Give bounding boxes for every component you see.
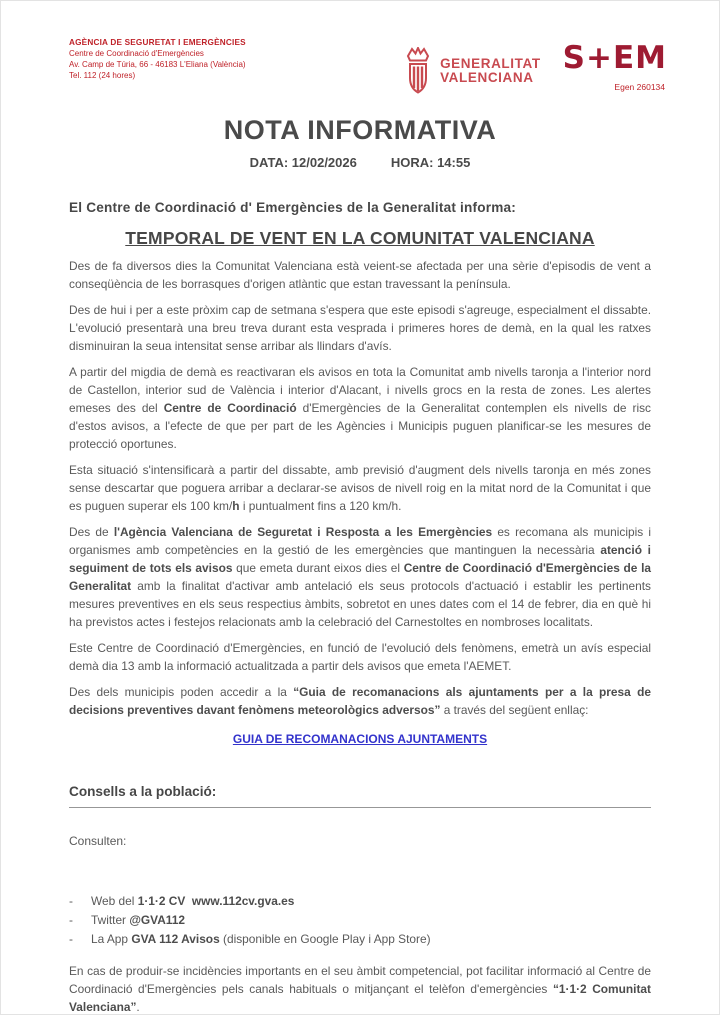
list-item-text: Twitter @GVA112 [91, 913, 185, 927]
guia-recomanacions-link[interactable]: GUIA DE RECOMANACIONS AJUNTAMENTS [232, 732, 488, 746]
consells-section-heading: Consells a la població: [69, 784, 651, 808]
agency-address-line: Av. Camp de Túria, 66 - 46183 L'Eliana (València) [69, 60, 246, 69]
document-header [1, 1, 719, 95]
generalitat-coat-of-arms-icon [403, 47, 433, 95]
page-title: NOTA INFORMATIVA [223, 115, 497, 145]
paragraph: Esta situació s'intensificarà a partir del dissabte, amb previsió d'augment dels nivells taronja en més zones sense descartar que poguera arribar a declarar-se avisos de nivell roig en la mitat nord de la Comunitat i que es puguen superar els 100 km/h i puntualment fins a 120 km/h. [69, 463, 651, 513]
list-item-text: Web del 1·1·2 CV www.112cv.gva.es [91, 894, 295, 908]
list-item [69, 930, 651, 949]
document-body [69, 200, 651, 1015]
paragraph: Este Centre de Coordinació d'Emergències, en funció de l'evolució dels fenòmens, emetrà un avís especial demà dia 13 amb la informació actualitzada a partir dels avisos que emeta l'AEMET. [69, 641, 651, 673]
logo-group [403, 39, 667, 95]
dash-bullet: - [69, 932, 73, 946]
consulten-label: Consulten: [69, 834, 127, 848]
egen-code: Egen 260134 [614, 82, 665, 92]
agency-address-line: Centre de Coordinació d'Emergències [69, 49, 204, 58]
agency-name: AGÈNCIA DE SEGURETAT I EMERGÈNCIES [69, 38, 246, 47]
link-row [69, 730, 651, 748]
list-item-text: La App GVA 112 Avisos (disponible en Google Play i App Store) [91, 932, 431, 946]
time-label: HORA: 14:55 [390, 155, 471, 170]
generalitat-logo-line: GENERALITAT [440, 56, 541, 71]
date-label: DATA: 12/02/2026 [249, 155, 357, 170]
paragraph: Des de fa diversos dies la Comunitat Valenciana està veient-se afectada per una sèrie d'episodis de vent a conseqüència de les borrasques d'origen atlàntic que estan travessant la península. [69, 259, 651, 291]
paragraph: A partir del migdia de demà es reactivaran els avisos en tota la Comunitat amb nivells taronja a l'interior nord de Castellon, interior sud de València i interior d'Alacant, i nivells grocs en la resta de zones. Les alertes emeses des del Centre de Coordinació d'Emergències de la Generalitat contemplen els nivells de risc d'estos avisos, a l'efecte de que per part de les Agències i Municipis puguen planificar-se les mesures de protecció oportunes. [69, 365, 651, 451]
generalitat-logo-text [440, 57, 541, 85]
headline: TEMPORAL DE VENT EN LA COMUNITAT VALENCIANA [125, 228, 595, 248]
agency-phone-line: Tel. 112 (24 hores) [69, 71, 136, 80]
sender-block [69, 37, 246, 81]
sem-logo-block [563, 39, 667, 92]
paragraph: Des de hui i per a este pròxim cap de setmana s'espera que este episodi s'agreuge, especialment el dissabte. L'evolució presentarà una breu treva durant esta vesprada i primeres hores de demà, en la qual les ratxes disminuiran la seua intensitat sense arribar als llindars d'avís. [69, 303, 651, 353]
dash-bullet: - [69, 913, 73, 927]
list-item [69, 892, 651, 911]
generalitat-valenciana-logo [403, 47, 541, 95]
paragraph: Des de l'Agència Valenciana de Seguretat i Resposta a les Emergències es recomana als municipis i organismes amb competències en la gestió de les emergències que mantinguen la necessària atenció i seguiment de tots els avisos que emeta durant eixos dies el Centre de Coordinació d'Emergències de la Generalitat amb la finalitat d'activar amb antelació els seus protocols d'actuació i establir les pertinents mesures preventives en els seus respectius àmbits, sobretot en unes dates com el 14 de febrer, dia en què hi ha previstos actes i festejos relacionats amb la celebració del Carnestoltes en nombroses localitats. [69, 525, 652, 629]
date-time-line [1, 155, 719, 170]
generalitat-logo-line: VALENCIANA [440, 70, 534, 85]
consult-channels-list [69, 892, 651, 949]
paragraph: Des dels municipis poden accedir a la “Guia de recomanacions als ajuntaments per a la presa de decisions preventives davant fenòmens meteorològics adversos” a través del següent enllaç: [69, 685, 651, 717]
list-item [69, 911, 651, 930]
sem-logo: S+EM [562, 40, 667, 76]
dash-bullet: - [69, 894, 73, 908]
informa-line: El Centre de Coordinació d' Emergències de la Generalitat informa: [69, 200, 517, 215]
closing-paragraph: En cas de produir-se incidències importants en el seu àmbit competencial, pot facilitar informació al Centre de Coordinació d'Emergències pels canals habituals o mitjançant el telèfon d'emergències “1·1·2 Comunitat Valenciana”. [69, 964, 651, 1014]
